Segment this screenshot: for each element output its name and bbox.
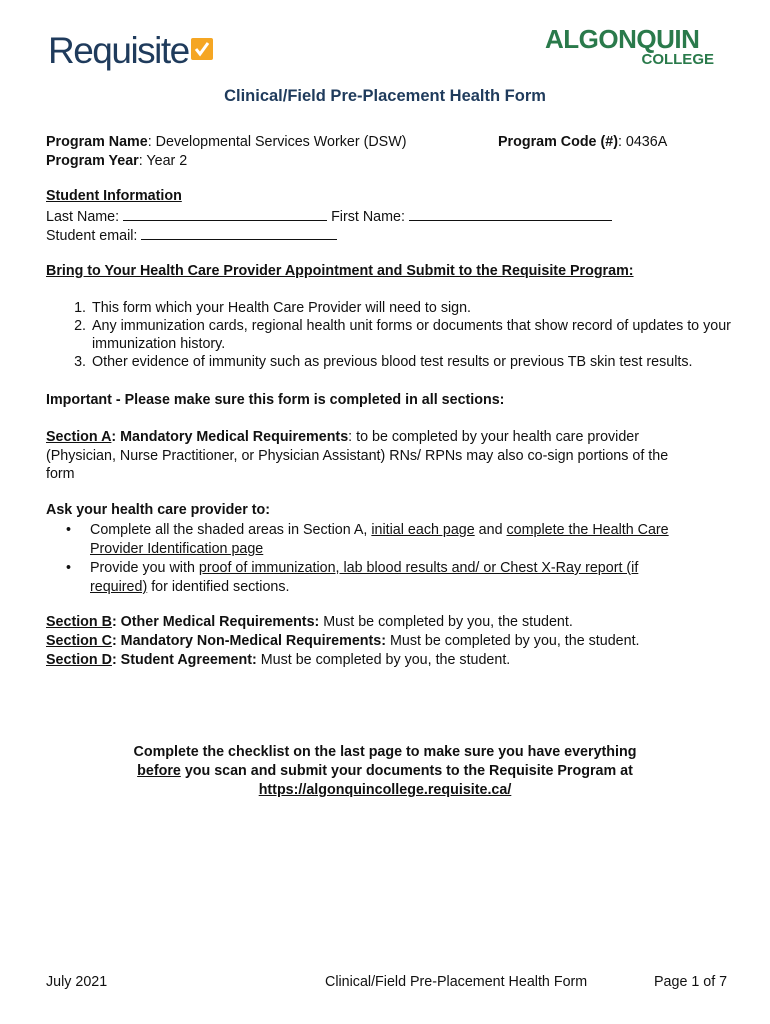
section-b-label: Section B: [46, 614, 112, 630]
algonquin-college-logo: [545, 26, 720, 71]
requisite-url-link[interactable]: https://algonquincollege.requisite.ca/: [258, 782, 512, 798]
last-name-label: Last Name:: [46, 209, 120, 225]
requisite-logo-text: Requisite: [48, 30, 189, 71]
list-item: 2. Any immunization cards, regional health unit forms or documents that show record of updates to your immunization history.: [90, 317, 770, 353]
ask-item-2-text: Provide you with: [90, 560, 199, 576]
section-a-rest: : to be completed by your health care provider: [348, 429, 640, 445]
program-year-value: : Year 2: [138, 153, 188, 169]
bullet-icon: •: [66, 522, 72, 538]
program-code-row: [498, 134, 667, 150]
student-info-heading: Student Information: [46, 188, 182, 204]
program-name-value: : Developmental Services Worker (DSW): [147, 134, 407, 150]
program-code-label: Program Code (#): [498, 134, 618, 150]
page-title: Clinical/Field Pre-Placement Health Form: [224, 87, 546, 105]
section-b-rest: Must be completed by you, the student.: [319, 614, 573, 630]
footer-form-name: Clinical/Field Pre-Placement Health Form: [325, 974, 588, 990]
algonquin-logo-sub: COLLEGE: [641, 51, 714, 68]
ask-item-2-underline-1: proof of immunization, lab blood results and/ or Chest X-Ray report (if: [198, 560, 639, 576]
ask-item-2-underline-2: required): [90, 579, 148, 595]
ask-item-2-text-2: for identified sections.: [147, 579, 290, 595]
checklist-note: [0, 743, 770, 800]
ask-item-1-underline-3: Provider Identification page: [90, 541, 264, 557]
first-name-label: First Name:: [331, 209, 405, 225]
email-field[interactable]: [141, 226, 337, 240]
ask-item-1-text: Complete all the shaded areas in Section A,: [90, 522, 372, 538]
section-a-line-2: (Physician, Nurse Practitioner, or Physician Assistant) RNs/ RPNs may also co-sign portions of the: [46, 448, 669, 464]
name-fields-row: [46, 207, 612, 225]
last-name-field[interactable]: [123, 207, 327, 221]
email-field-row: [46, 226, 337, 244]
list-item: 3. Other evidence of immunity such as previous blood test results or previous TB skin test results.: [90, 353, 770, 371]
section-d-rest: Must be completed by you, the student.: [256, 652, 511, 668]
list-item: [66, 521, 770, 559]
footer-page-number: Page 1 of 7: [654, 974, 728, 990]
program-year-label: Program Year: [46, 153, 139, 169]
section-c-title: : Mandatory Non-Medical Requirements:: [111, 633, 386, 649]
footer-date: July 2021: [46, 974, 108, 990]
program-year-row: [46, 153, 187, 169]
list-item: [66, 559, 770, 597]
program-name-label: Program Name: [46, 134, 148, 150]
section-b-title: : Other Medical Requirements:: [111, 614, 320, 630]
checklist-before: before: [137, 763, 181, 779]
important-note: Important - Please make sure this form is completed in all sections:: [46, 392, 505, 408]
ask-item-1-underline-1: initial each page: [371, 522, 475, 538]
section-d-label: Section D: [46, 652, 112, 668]
section-a-line-1: [46, 429, 639, 445]
bring-heading: Bring to Your Health Care Provider Appointment and Submit to the Requisite Program:: [46, 263, 634, 279]
list-item: 1. This form which your Health Care Provider will need to sign.: [90, 299, 770, 317]
bullet-icon: •: [66, 560, 72, 576]
program-name-row: [46, 134, 406, 150]
ask-item-1-underline-2: complete the Health Care: [506, 522, 669, 538]
section-c-label: Section C: [46, 633, 112, 649]
checklist-line-1: Complete the checklist on the last page to make sure you have everything: [133, 744, 637, 760]
section-d-line: [46, 652, 510, 668]
ask-list: [46, 521, 770, 597]
algonquin-logo-main: ALGONQUIN: [545, 24, 700, 54]
ask-heading: Ask your health care provider to:: [46, 502, 271, 518]
ask-item-1-text-2: and: [474, 522, 507, 538]
section-a-label: Section A: [46, 429, 112, 445]
checklist-line-2-rest: you scan and submit your documents to the Requisite Program at: [180, 763, 633, 779]
program-code-value: : 0436A: [617, 134, 668, 150]
first-name-field[interactable]: [409, 207, 612, 221]
email-label: Student email:: [46, 228, 138, 244]
requisite-logo: [48, 30, 213, 72]
check-icon: [191, 38, 213, 60]
section-a-line-3: form: [46, 466, 75, 482]
section-b-line: [46, 614, 573, 630]
section-c-rest: Must be completed by you, the student.: [386, 633, 640, 649]
section-a-title: : Mandatory Medical Requirements: [111, 429, 349, 445]
section-d-title: : Student Agreement:: [111, 652, 257, 668]
section-c-line: [46, 633, 640, 649]
checklist-line-2: [0, 762, 770, 781]
bring-list: [46, 299, 770, 371]
